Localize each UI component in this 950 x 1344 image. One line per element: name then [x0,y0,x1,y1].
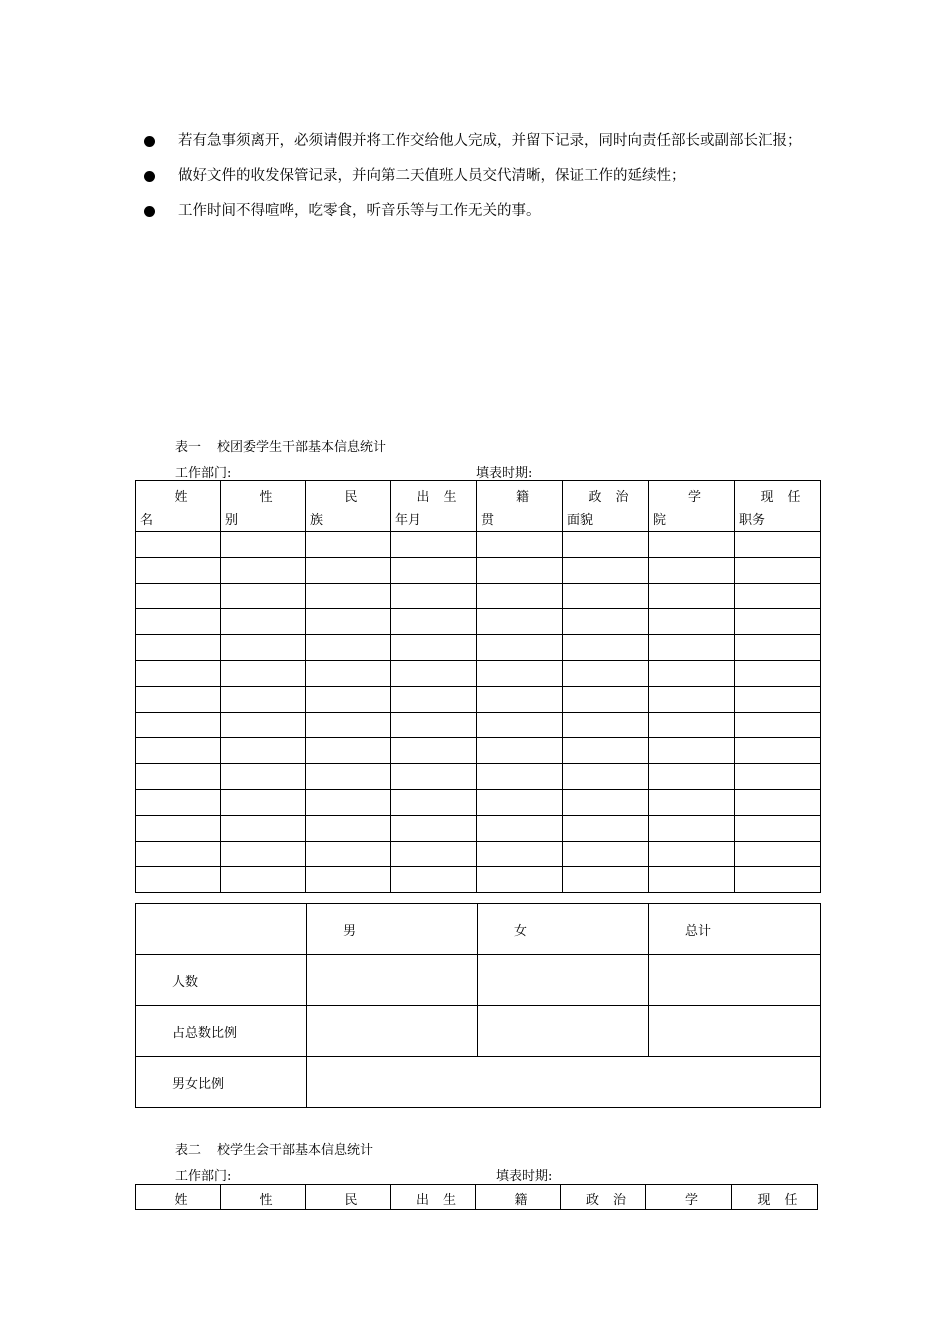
table1-blank-cell [306,609,391,635]
table1-blank-cell [735,789,821,815]
table1-blank-cell [221,635,306,661]
stats-cell [649,955,821,1006]
stats-row-label: 男女比例 [136,1057,307,1108]
table1-blank-cell [391,686,477,712]
header-cell-position: 现任 [732,1185,818,1210]
table1-blank-cell [735,532,821,558]
table1-blank-cell [306,764,391,790]
table2-caption-title: 校学生会干部基本信息统计 [217,1143,374,1158]
table1-blank-cell [563,635,649,661]
table1-blank-row [136,815,821,841]
header-cell-birth: 出生 [391,1185,476,1210]
table1-blank-cell [136,557,221,583]
table1-blank-cell [649,660,735,686]
table1-blank-cell [563,815,649,841]
table1-blank-cell [391,815,477,841]
table1-blank-cell [306,738,391,764]
table1-blank-cell [221,764,306,790]
table1-blank-cell [391,867,477,893]
header-cell-gender: 性 别 [221,481,306,532]
header-cell-gender: 性 [221,1185,306,1210]
table2-dept-label: 工作部门: [175,1169,232,1184]
table1-blank-row [136,557,821,583]
table1-blank-cell [563,712,649,738]
table1-blank-cell [391,609,477,635]
table1-blank-row [136,789,821,815]
stats-cell [478,955,649,1006]
stats-cell [649,1006,821,1057]
table1-blank-cell [477,867,563,893]
table1-blank-cell [391,583,477,609]
table1-blank-cell [221,867,306,893]
table1-blank-cell [136,609,221,635]
table1-blank-row [136,686,821,712]
table1-blank-cell [306,841,391,867]
bullet-item [142,194,832,229]
table2-caption-number: 表二 [175,1143,202,1158]
table1-blank-cell [221,712,306,738]
header-cell-political-status: 政治 面貌 [563,481,649,532]
table1-blank-cell [477,712,563,738]
bullet-text: 做好文件的收发保管记录，并向第二天值班人员交代清晰，保证工作的延续性； [178,168,686,184]
table2-student-union-info [135,1184,818,1210]
table1-blank-cell [649,609,735,635]
table1-blank-cell [477,532,563,558]
table1-blank-cell [391,738,477,764]
table1-blank-cell [649,583,735,609]
table1-blank-cell [735,867,821,893]
stats-col-male: 男 [307,904,478,955]
table1-blank-cell [735,841,821,867]
table1-blank-cell [563,660,649,686]
header-cell-name: 姓 名 [136,481,221,532]
table1-blank-cell [649,789,735,815]
table1-blank-cell [649,532,735,558]
table1-blank-row [136,532,821,558]
table1-blank-cell [477,815,563,841]
bullet-item [142,159,832,194]
bullet-dot-icon [144,136,155,147]
header-cell-native-place: 籍 贯 [477,481,563,532]
table1-blank-cell [735,686,821,712]
table1-blank-cell [649,635,735,661]
table1-blank-cell [136,583,221,609]
table1-blank-cell [306,867,391,893]
table1-blank-cell [391,557,477,583]
header-cell-position: 现任 职务 [735,481,821,532]
stats-header-row [136,904,821,955]
table1-blank-cell [221,841,306,867]
table1-blank-cell [477,738,563,764]
table1-blank-cell [221,609,306,635]
table1-blank-row [136,712,821,738]
table1-blank-cell [563,557,649,583]
table1-blank-cell [649,841,735,867]
gender-stats-table [135,903,821,1108]
stats-cell-merged [307,1057,821,1108]
table1-blank-cell [221,557,306,583]
bullet-text: 工作时间不得喧哗，吃零食，听音乐等与工作无关的事。 [178,203,541,219]
table1-blank-cell [221,583,306,609]
stats-row-label: 人数 [136,955,307,1006]
bullet-item [142,124,832,159]
table1-blank-cell [221,789,306,815]
table1-blank-cell [391,660,477,686]
header-cell-ethnicity: 民 族 [306,481,391,532]
table1-blank-cell [563,867,649,893]
table1-blank-cell [649,764,735,790]
table1-blank-cell [563,738,649,764]
table1-blank-cell [649,557,735,583]
table1-blank-cell [136,815,221,841]
table1-blank-cell [221,686,306,712]
stats-row-label: 占总数比例 [136,1006,307,1057]
table1-blank-cell [136,764,221,790]
table1-blank-cell [477,635,563,661]
header-cell-college: 学 [646,1185,732,1210]
header-cell-native-place: 籍 [476,1185,561,1210]
table1-blank-cell [306,557,391,583]
table1-blank-cell [563,583,649,609]
table1-blank-row [136,867,821,893]
table1-blank-cell [391,841,477,867]
table1-blank-cell [136,532,221,558]
table1-blank-cell [136,867,221,893]
table1-blank-cell [649,738,735,764]
table1-blank-cell [735,583,821,609]
table1-blank-cell [306,712,391,738]
table1-blank-row [136,635,821,661]
table1-blank-cell [136,686,221,712]
table1-blank-cell [477,686,563,712]
table1-blank-cell [306,686,391,712]
table1-blank-cell [735,609,821,635]
table1-blank-cell [735,712,821,738]
table1-blank-cell [735,635,821,661]
table1-blank-row [136,609,821,635]
stats-row-ratio [136,1006,821,1057]
table1-blank-cell [735,660,821,686]
stats-row-count [136,955,821,1006]
table1-blank-cell [477,660,563,686]
table1-blank-row [136,764,821,790]
table1-blank-cell [649,815,735,841]
table1-dept-label: 工作部门: [175,466,232,481]
table1-blank-cell [477,789,563,815]
table1-blank-cell [563,789,649,815]
table1-date-label: 填表时期: [476,466,533,481]
table1-caption-number: 表一 [175,440,202,455]
stats-cell [478,1006,649,1057]
table1-blank-row [136,583,821,609]
table1-blank-cell [221,660,306,686]
table1-blank-cell [477,841,563,867]
table1-blank-row [136,660,821,686]
table1-blank-cell [391,789,477,815]
table1-blank-cell [735,557,821,583]
stats-corner-cell [136,904,307,955]
table1-blank-cell [735,738,821,764]
table1-blank-cell [391,635,477,661]
table1-blank-cell [136,635,221,661]
table1-blank-cell [391,712,477,738]
table1-blank-cell [221,738,306,764]
table1-header-row [136,481,821,532]
table2-header-row [136,1185,818,1210]
table1-blank-cell [735,764,821,790]
table1-blank-cell [221,532,306,558]
stats-cell [307,955,478,1006]
table1-blank-cell [563,764,649,790]
table1-blank-cell [735,815,821,841]
table1-blank-cell [563,841,649,867]
table1-blank-cell [649,867,735,893]
table1-caption-title: 校团委学生干部基本信息统计 [217,440,387,455]
stats-row-gender-ratio [136,1057,821,1108]
bullet-dot-icon [144,171,155,182]
table1-blank-cell [306,660,391,686]
stats-col-female: 女 [478,904,649,955]
header-cell-ethnicity: 民 [306,1185,391,1210]
table2-date-label: 填表时期: [496,1169,553,1184]
table1-blank-cell [306,635,391,661]
header-cell-political-status: 政治 [561,1185,646,1210]
table1-blank-cell [649,712,735,738]
table1-caption [175,436,386,455]
stats-col-total: 总计 [649,904,821,955]
table1-blank-cell [221,815,306,841]
bullet-text: 若有急事须离开，必须请假并将工作交给他人完成，并留下记录，同时向责任部长或副部长汇报； [178,133,802,149]
table2-caption [175,1139,373,1158]
bullet-dot-icon [144,206,155,217]
table1-blank-cell [306,583,391,609]
table1-blank-cell [477,764,563,790]
table1-blank-cell [136,789,221,815]
table1-blank-cell [563,609,649,635]
table1-blank-cell [649,686,735,712]
table1-blank-cell [477,557,563,583]
table1-blank-cell [477,609,563,635]
table1-blank-cell [391,764,477,790]
table1-blank-cell [136,841,221,867]
table1-blank-cell [136,712,221,738]
table1-blank-cell [563,532,649,558]
rules-bullet-list [142,124,832,229]
table1-blank-cell [306,789,391,815]
table1-blank-cell [391,532,477,558]
table1-blank-cell [477,583,563,609]
header-cell-name: 姓 [136,1185,221,1210]
table1-cadre-info [135,480,821,893]
table1-blank-cell [563,686,649,712]
stats-cell [307,1006,478,1057]
table1-blank-cell [136,660,221,686]
table1-blank-cell [136,738,221,764]
table1-blank-row [136,841,821,867]
table1-blank-row [136,738,821,764]
header-cell-college: 学 院 [649,481,735,532]
table1-blank-cell [306,532,391,558]
header-cell-birth: 出生 年月 [391,481,477,532]
table1-blank-cell [306,815,391,841]
